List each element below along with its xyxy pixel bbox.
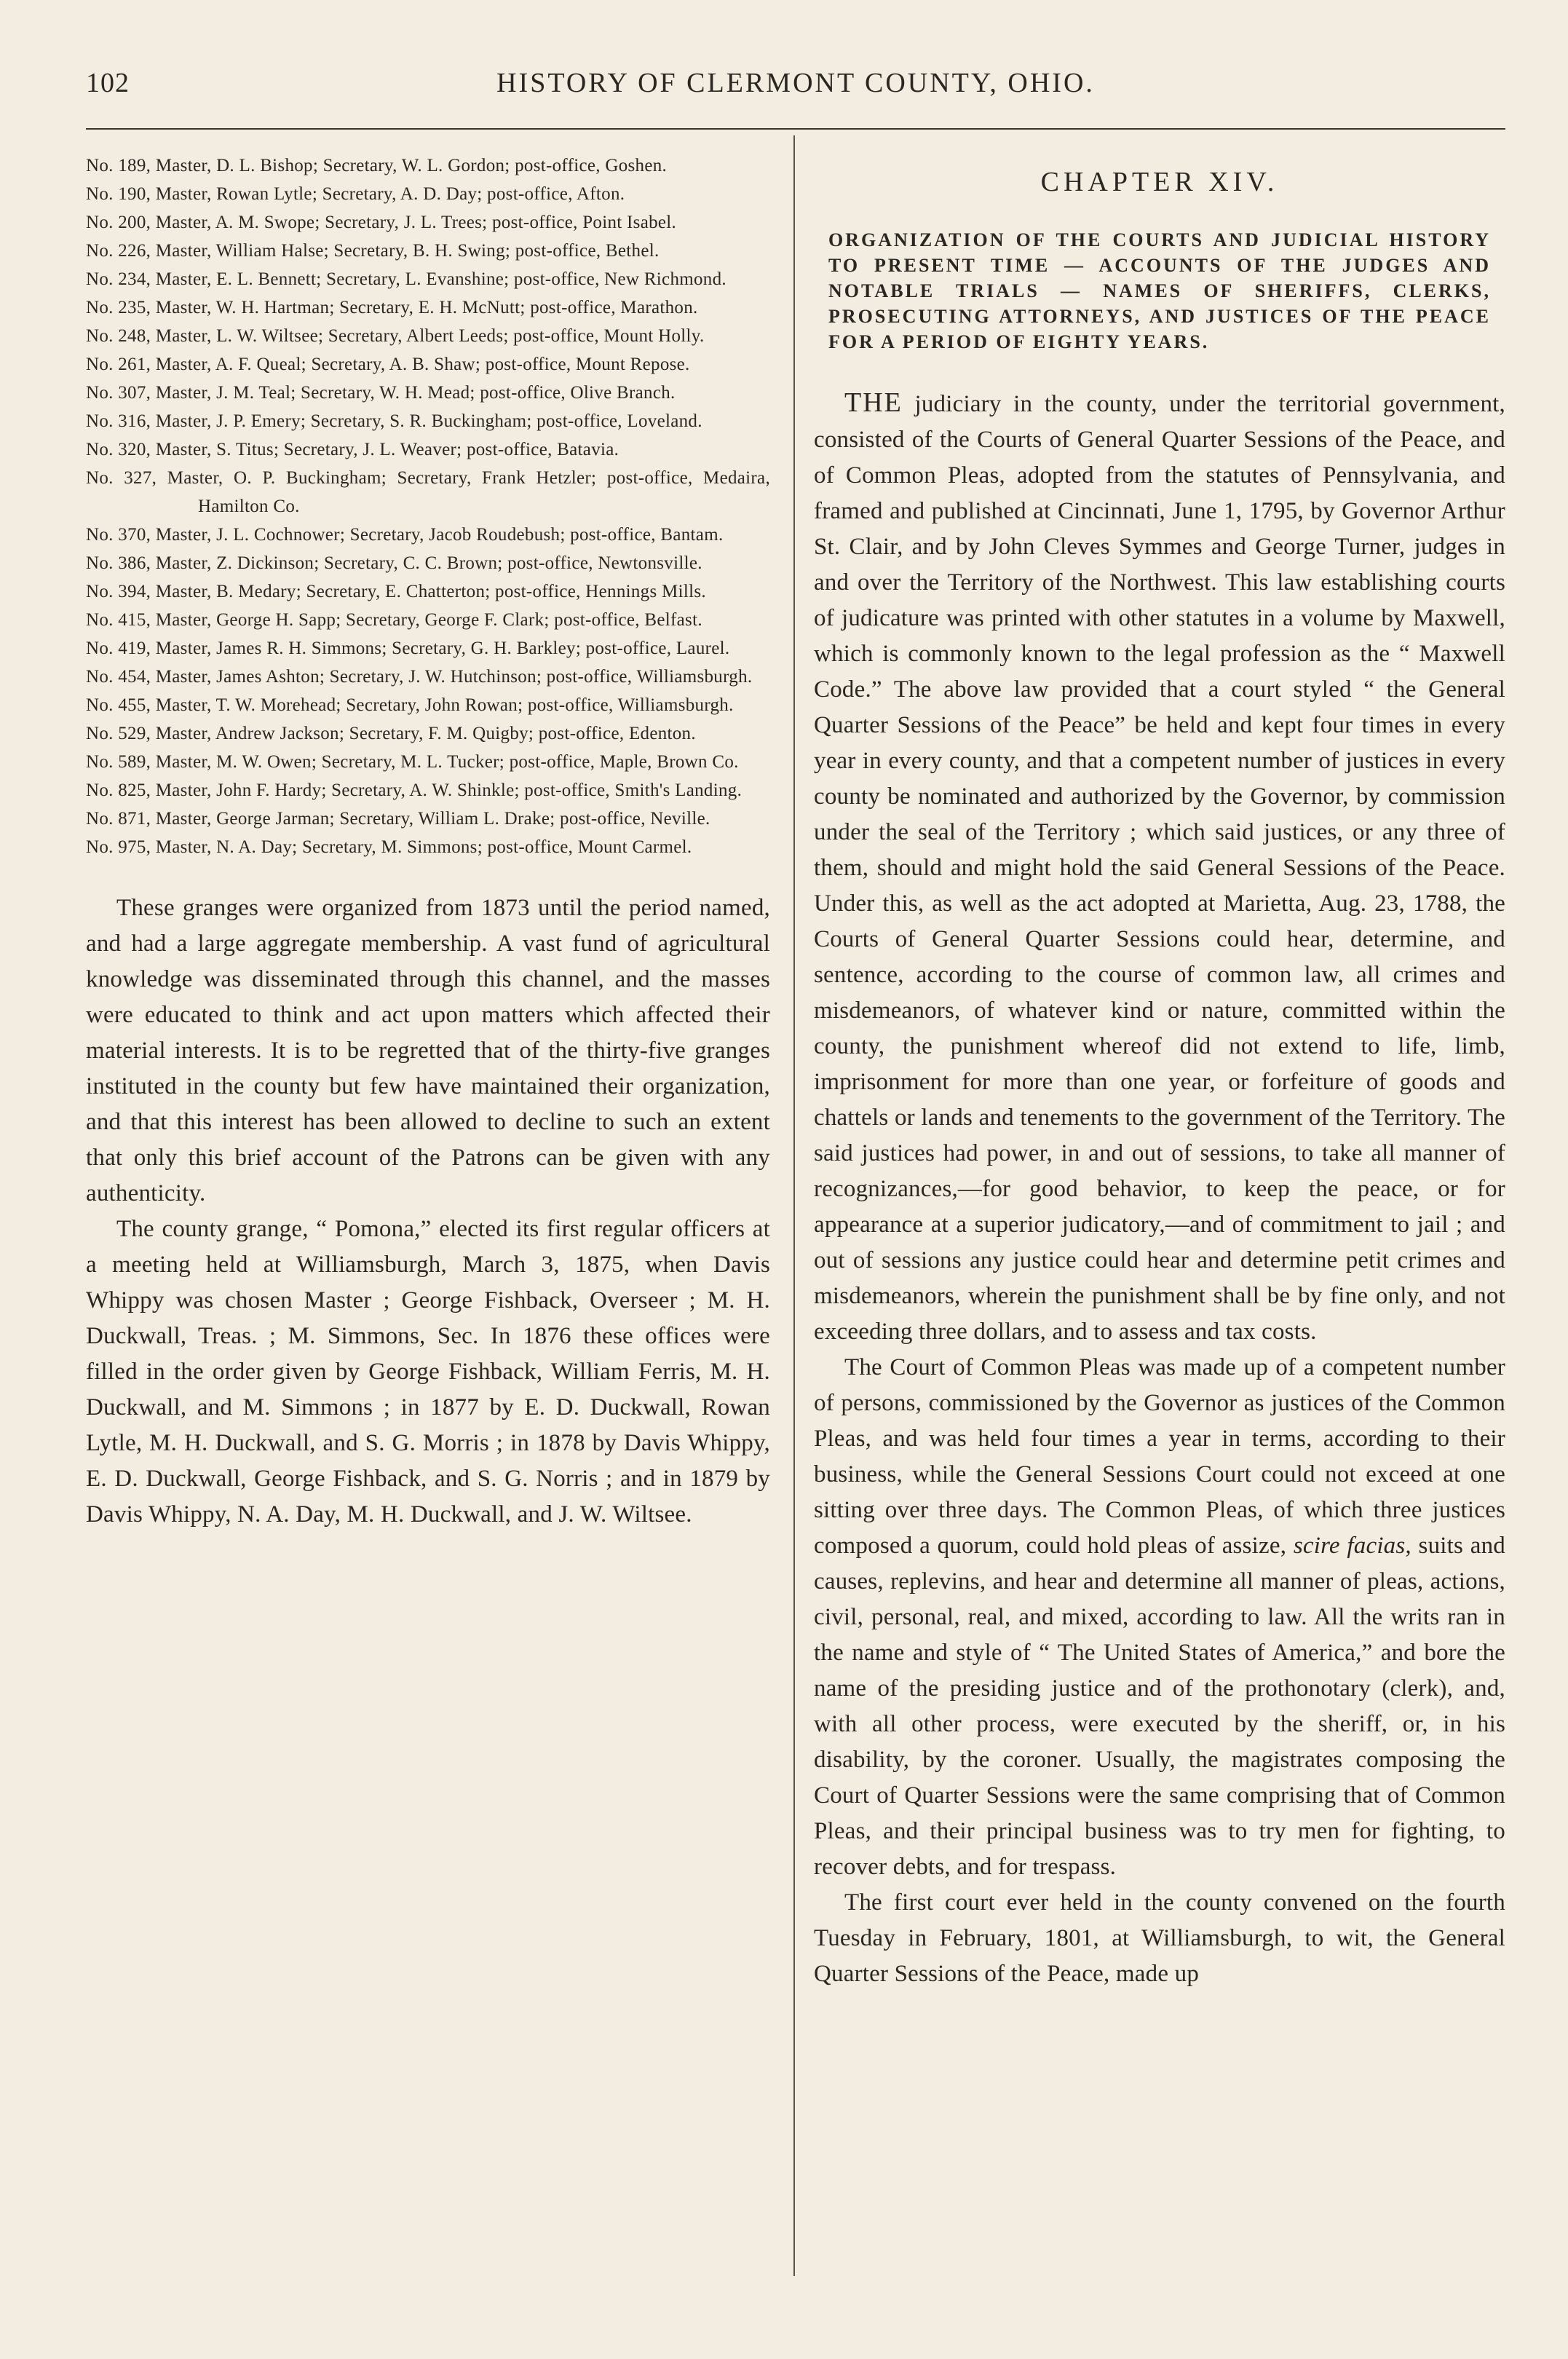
grange-entry: No. 320, Master, S. Titus; Secretary, J. L. Weaver; post-office, Batavia.	[86, 440, 619, 459]
paragraph-common-pleas-b: suits and causes, replevins, and hear and determine all manner of pleas, actions, civil, personal, real, and mixed, according to law. All the writs ran in the name and style of “ The United States of America,” and bore the name of the presiding justice and of the prothonotary (clerk), and, with all other process, were executed by the sheriff, or, in his disability, by the coroner. Usually, the magistrates composing the Court of Quarter Sessions were the same comprising that of Common Pleas, and their principal business was to try men for fighting, to recover debts, and for trespass.	[814, 1533, 1505, 1880]
grange-entry: No. 529, Master, Andrew Jackson; Secretary, F. M. Quigby; post-office, Edenton.	[86, 724, 696, 743]
grange-entry: No. 190, Master, Rowan Lytle; Secretary, A. D. Day; post-office, Afton.	[86, 184, 625, 204]
paragraph-judiciary-text: judiciary in the county, under the territorial government, consisted of the Courts of General Quarter Sessions of the Peace, and of Common Pleas, adopted from the statutes of Pennsylvania, and framed and published at Cincinnati, June 1, 1795, by Governor Arthur St. Clair, and by John Cleves Symmes and George Turner, judges in and over the Territory of the Northwest. This law establishing courts of judicature was printed with other statutes in a volume by Maxwell, which is commonly known to the legal profession as the “ Maxwell Code.” The above law provided that a court styled “ the General Quarter Sessions of the Peace” be held and kept four times in every year in every county, and that a competent number of justices in every county be nominated and authorized by the Governor, by commission under the seal of the Territory ; which said justices, or any three of them, should and might hold the said General Sessions of the Peace. Under this, as well as the act adopted at Marietta, Aug. 23, 1788, the Courts of General Quarter Sessions could hear, determine, and sentence, according to the course of common law, all crimes and misdemeanors, of whatever kind or nature, committed within the county, the punishment whereof did not extend to life, limb, imprisonment for more than one year, or forfeiture of goods and chattels or lands and tenements to the government of the Territory. The said justices had power, in and out of sessions, to take all manner of recognizances,—for good behavior, to keep the peace, or for appearance at a superior judicatory,—and of commitment to jail ; and out of sessions any justice could hear and determine petit crimes and misdemeanors, wherein the punishment shall be by fine only, and not exceeding three dollars, and to assess and tax costs.	[814, 391, 1505, 1345]
grange-entry: No. 871, Master, George Jarman; Secretary, William L. Drake; post-office, Neville.	[86, 809, 710, 829]
paragraph-granges-organized: These granges were organized from 1873 until the period named, and had a large aggregate membership. A vast fund of agricultural knowledge was disseminated through this channel, and the masses were educated to think and act upon matters which affected their material interests. It is to be regretted that of the thirty-five granges instituted in the county but few have maintained their organization, and that this interest has been allowed to decline to such an extent that only this brief account of the Patrons can be given with any authenticity.	[86, 895, 770, 1206]
header-rule	[86, 128, 1505, 130]
grange-entry: No. 200, Master, A. M. Swope; Secretary, J. L. Trees; post-office, Point Isabel.	[86, 213, 677, 232]
grange-entry: No. 415, Master, George H. Sapp; Secretary, George F. Clark; post-office, Belfast.	[86, 610, 702, 630]
grange-entry: No. 419, Master, James R. H. Simmons; Secretary, G. H. Barkley; post-office, Laurel.	[86, 639, 730, 658]
grange-entry: No. 394, Master, B. Medary; Secretary, E. Chatterton; post-office, Hennings Mills.	[86, 582, 706, 601]
grange-entry: No. 386, Master, Z. Dickinson; Secretary, C. C. Brown; post-office, Newtonsville.	[86, 553, 702, 573]
paragraph-common-pleas-a: The Court of Common Pleas was made up of a competent number of persons, commissioned by the Governor as justices of the Common Pleas, and was held four times a year in terms, according to their business, while the General Sessions Court could not exceed at one sitting over three days. The Common Pleas, of which three justices composed a quorum, could hold pleas of assize,	[814, 1354, 1505, 1559]
running-head	[86, 67, 1505, 111]
grange-entry: No. 248, Master, L. W. Wiltsee; Secretary, Albert Leeds; post-office, Mount Holly.	[86, 326, 705, 346]
grange-entry: No. 235, Master, W. H. Hartman; Secretary, E. H. McNutt; post-office, Marathon.	[86, 298, 698, 317]
right-column	[814, 151, 1505, 1992]
paragraph-judiciary	[814, 385, 1505, 1350]
left-column	[86, 151, 770, 1533]
grange-entry: No. 307, Master, J. M. Teal; Secretary, W. H. Mead; post-office, Olive Branch.	[86, 383, 676, 403]
paragraph-common-pleas-italic: scire facias,	[1293, 1533, 1411, 1559]
grange-entry: No. 975, Master, N. A. Day; Secretary, M. Simmons; post-office, Mount Carmel.	[86, 837, 692, 857]
grange-entry: No. 261, Master, A. F. Queal; Secretary, A. B. Shaw; post-office, Mount Repose.	[86, 355, 690, 374]
right-body-text	[814, 385, 1505, 1992]
grange-entry: No. 327, Master, O. P. Buckingham; Secretary, Frank Hetzler; post-office, Medaira, Hamilton Co.	[86, 468, 770, 516]
paragraph-county-grange: The county grange, “ Pomona,” elected its first regular officers at a meeting held at Williamsburgh, March 3, 1875, when Davis Whippy was chosen Master ; George Fishback, Overseer ; M. H. Duckwall, Treas. ; M. Simmons, Sec. In 1876 these offices were filled in the order given by George Fishback, William Ferris, M. H. Duckwall, and M. Simmons ; in 1877 by E. D. Duckwall, Rowan Lytle, M. H. Duckwall, and S. G. Morris ; in 1878 by Davis Whippy, E. D. Duckwall, George Fishback, and S. G. Norris ; and in 1879 by Davis Whippy, N. A. Day, M. H. Duckwall, and J. W. Wiltsee.	[86, 1216, 770, 1528]
paragraph-common-pleas	[814, 1350, 1505, 1885]
chapter-subtitle: ORGANIZATION OF THE COURTS AND JUDICIAL HISTORY TO PRESENT TIME — ACCOUNTS OF THE JUDGES AND NOTABLE TRIALS — NAMES OF SHERIFFS, CLERKS, PROSECUTING ATTORNEYS, AND JUSTICES OF THE PEACE FOR A PERIOD OF EIGHTY YEARS.	[828, 229, 1491, 352]
left-body-text	[86, 890, 770, 1533]
grange-entry: No. 370, Master, J. L. Cochnower; Secretary, Jacob Roudebush; post-office, Bantam.	[86, 525, 724, 545]
book-title: HISTORY OF CLERMONT COUNTY, OHIO.	[496, 68, 1095, 98]
grange-entry: No. 455, Master, T. W. Morehead; Secretary, John Rowan; post-office, Williamsburgh.	[86, 695, 734, 715]
grange-entry: No. 234, Master, E. L. Bennett; Secretary, L. Evanshine; post-office, New Richmond.	[86, 269, 726, 289]
grange-entry: No. 589, Master, M. W. Owen; Secretary, M. L. Tucker; post-office, Maple, Brown Co.	[86, 752, 739, 772]
grange-entry: No. 454, Master, James Ashton; Secretary, J. W. Hutchinson; post-office, Williamsburgh.	[86, 667, 753, 687]
grange-list	[86, 151, 770, 861]
grange-entry: No. 825, Master, John F. Hardy; Secretary, A. W. Shinkle; post-office, Smith's Landing.	[86, 781, 743, 800]
grange-entry: No. 226, Master, William Halse; Secretary, B. H. Swing; post-office, Bethel.	[86, 241, 660, 261]
column-divider	[793, 135, 795, 2276]
opening-word: THE	[844, 387, 903, 418]
chapter-title: CHAPTER XIV.	[1040, 167, 1279, 197]
grange-entry: No. 316, Master, J. P. Emery; Secretary, S. R. Buckingham; post-office, Loveland.	[86, 411, 702, 431]
grange-entry: No. 189, Master, D. L. Bishop; Secretary, W. L. Gordon; post-office, Goshen.	[86, 156, 668, 175]
paragraph-first-court: The first court ever held in the county convened on the fourth Tuesday in February, 1801, at Williamsburgh, to wit, the General Quarter Sessions of the Peace, made up	[814, 1889, 1505, 1987]
page-number: 102	[86, 68, 130, 98]
